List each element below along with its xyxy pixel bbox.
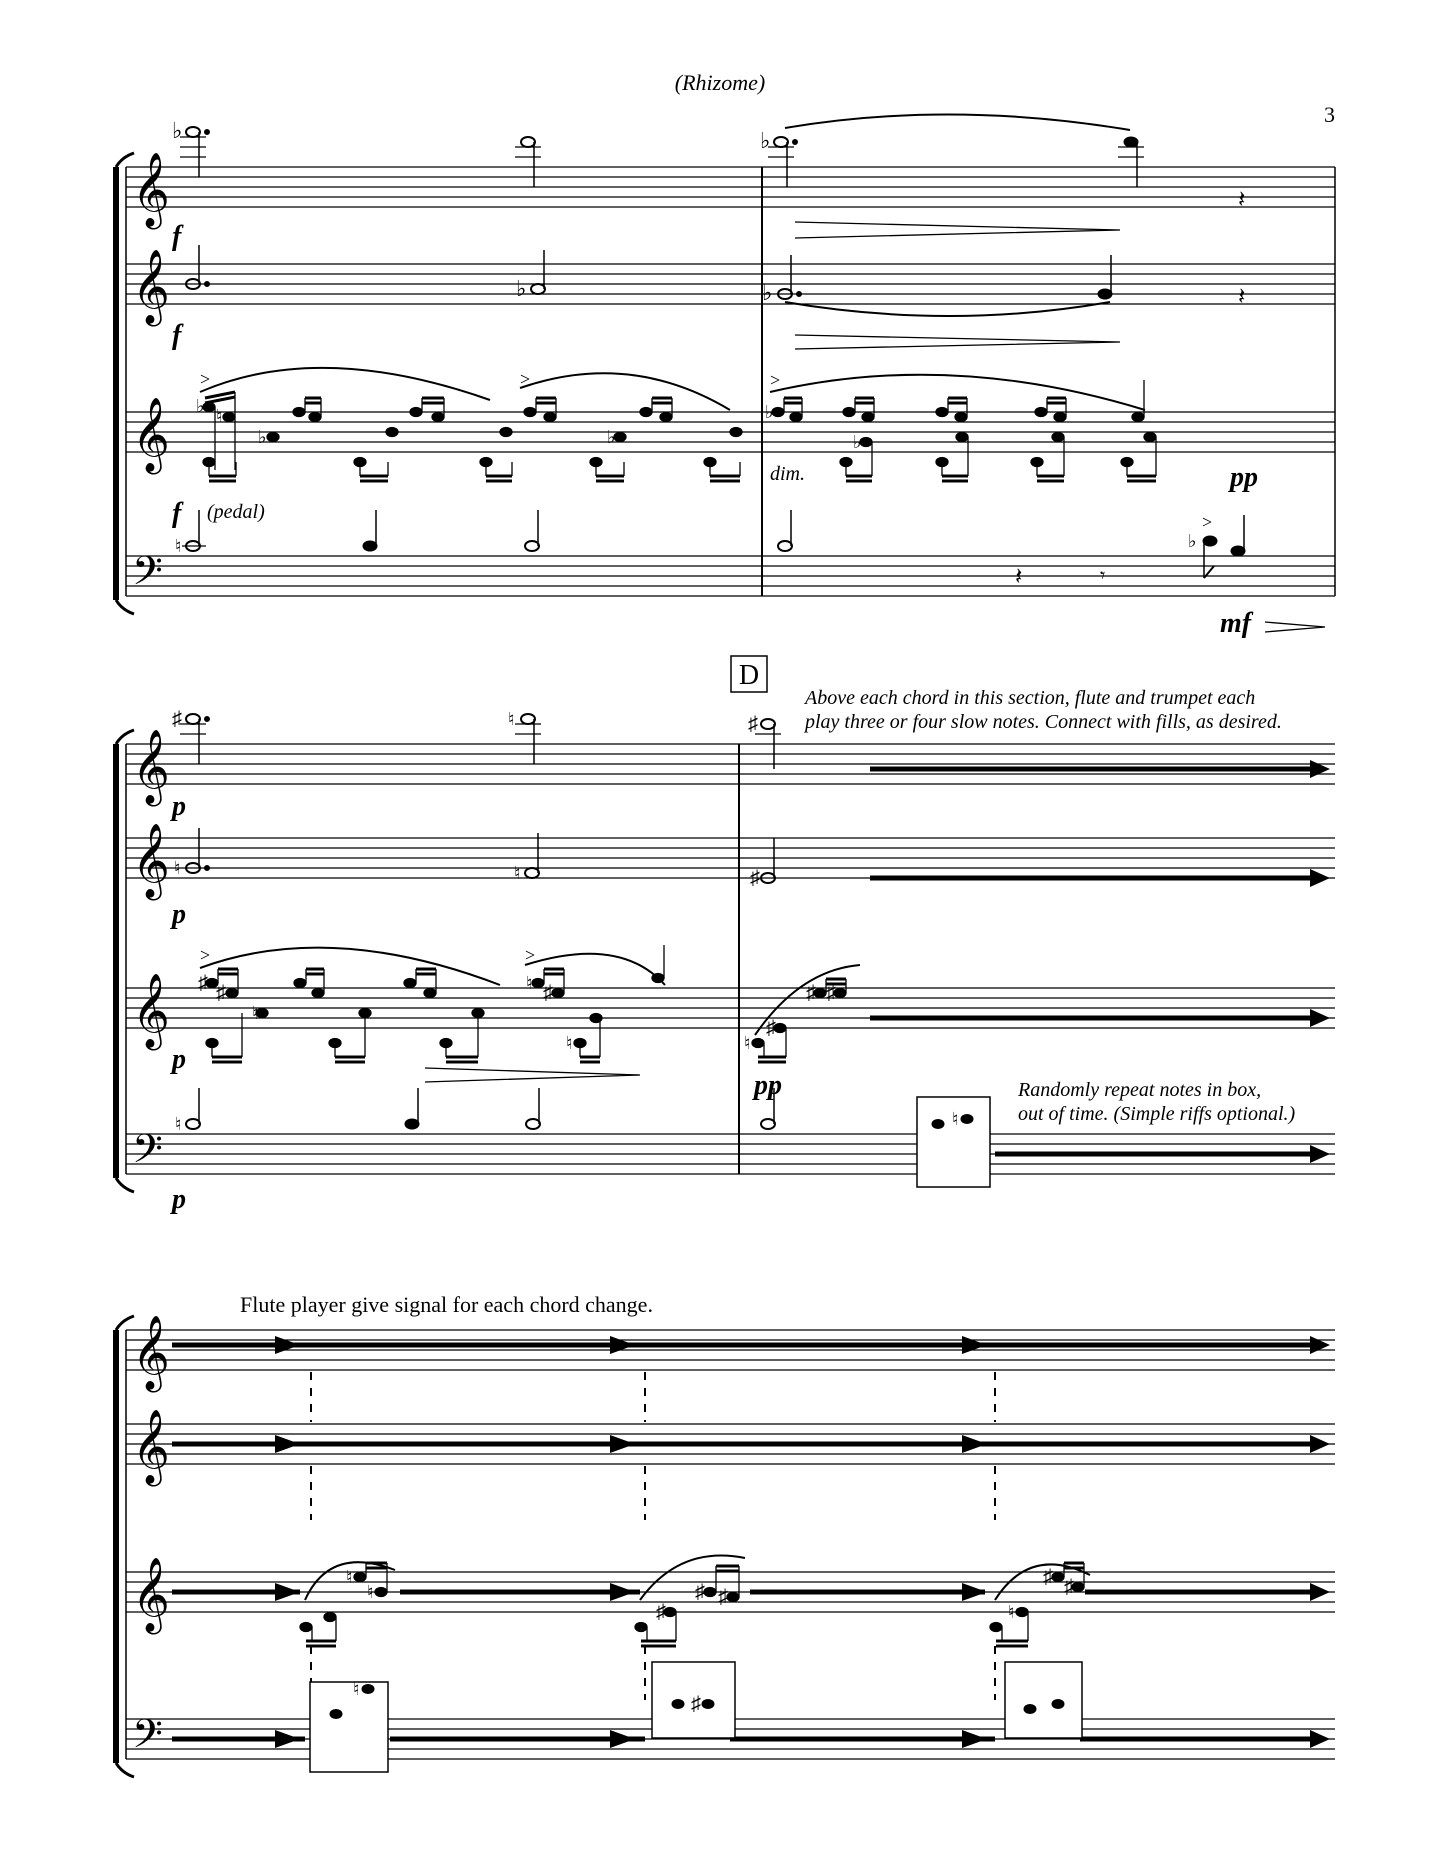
svg-text:♭: ♭ xyxy=(765,402,774,422)
dynamic-piano-s2: p xyxy=(172,1044,186,1075)
svg-text:♭: ♭ xyxy=(172,118,183,143)
svg-text:♯: ♯ xyxy=(656,1601,666,1623)
svg-text:♯: ♯ xyxy=(718,1586,728,1608)
staff-flute xyxy=(126,744,1335,784)
system-1 xyxy=(116,153,1335,614)
svg-text:𝄞: 𝄞 xyxy=(132,154,170,225)
dim-marking: dim. xyxy=(770,463,805,485)
notes-bass-s1 xyxy=(175,510,1325,632)
svg-text:𝄽: 𝄽 xyxy=(1238,187,1246,213)
rehearsal-mark: D xyxy=(738,660,760,691)
svg-text:♯: ♯ xyxy=(750,867,760,889)
svg-text:♮: ♮ xyxy=(508,709,515,729)
svg-text:♯: ♯ xyxy=(826,982,836,1004)
svg-text:♮: ♮ xyxy=(175,536,182,556)
running-title: (Rhizome) xyxy=(674,70,766,95)
dynamic-bass-s1: mf xyxy=(1220,608,1252,639)
svg-text:♯: ♯ xyxy=(198,972,208,994)
bass-clef-icon xyxy=(132,1713,163,1766)
svg-text:𝄢: 𝄢 xyxy=(132,550,163,603)
treble-clef-icon xyxy=(132,399,170,475)
svg-text:♮: ♮ xyxy=(514,863,521,883)
svg-text:♯: ♯ xyxy=(543,982,553,1004)
svg-text:♮: ♮ xyxy=(367,1582,374,1602)
svg-text:>: > xyxy=(1202,512,1213,532)
svg-text:♯: ♯ xyxy=(691,1693,701,1715)
svg-text:𝄞: 𝄞 xyxy=(132,1559,170,1630)
svg-text:♮: ♮ xyxy=(174,858,181,878)
svg-text:>: > xyxy=(200,369,211,389)
svg-text:𝄽: 𝄽 xyxy=(1015,564,1023,590)
notes-piano-s3 xyxy=(300,1556,1090,1646)
instruction-repeat-box-2: out of time. (Simple riffs optional.) xyxy=(1018,1103,1296,1125)
svg-text:𝄞: 𝄞 xyxy=(132,1317,170,1388)
dynamic-flute-s1: f xyxy=(172,221,182,252)
notes-piano-s1 xyxy=(196,368,1156,481)
treble-clef-icon xyxy=(132,825,170,901)
notes-bass-s3 xyxy=(310,1662,1082,1772)
dynamic-trumpet-s2: p xyxy=(172,899,186,930)
svg-text:𝄢: 𝄢 xyxy=(132,1128,163,1181)
svg-text:♯: ♯ xyxy=(748,713,758,735)
dynamic-bass-s2: p xyxy=(172,1184,186,1215)
svg-text:𝄢: 𝄢 xyxy=(132,1713,163,1766)
svg-text:𝄽: 𝄽 xyxy=(1238,284,1246,310)
staff-flute xyxy=(126,1330,1335,1370)
svg-text:♭: ♭ xyxy=(1188,531,1197,551)
page-number: 3 xyxy=(1324,102,1335,127)
instruction-repeat-box-1: Randomly repeat notes in box, xyxy=(1018,1079,1262,1101)
svg-text:♯: ♯ xyxy=(806,982,816,1004)
pedal-marking: (pedal) xyxy=(207,501,265,523)
svg-text:♯: ♯ xyxy=(766,1017,776,1039)
instruction-above-chords-1: Above each chord in this section, flute and trumpet each xyxy=(805,687,1256,709)
svg-text:♮: ♮ xyxy=(566,1033,573,1053)
svg-text:𝄾: 𝄾 xyxy=(1100,565,1106,587)
svg-text:♭: ♭ xyxy=(853,432,862,452)
svg-text:♯: ♯ xyxy=(695,1581,705,1603)
svg-text:♮: ♮ xyxy=(346,1567,353,1587)
repeat-box xyxy=(1005,1662,1082,1738)
repeat-box xyxy=(310,1682,388,1772)
svg-text:♭: ♭ xyxy=(760,128,771,153)
svg-text:♮: ♮ xyxy=(526,973,533,993)
bass-clef-icon xyxy=(132,1128,163,1181)
svg-text:♭: ♭ xyxy=(258,427,267,447)
svg-text:𝄞: 𝄞 xyxy=(132,975,170,1046)
treble-clef-icon xyxy=(132,154,170,230)
instruction-signal: Flute player give signal for each chord change. xyxy=(240,1292,653,1317)
svg-text:♮: ♮ xyxy=(252,1003,259,1023)
svg-text:>: > xyxy=(200,945,211,965)
svg-text:♭: ♭ xyxy=(196,396,205,416)
svg-text:♮: ♮ xyxy=(216,406,223,426)
dynamic-piano-end-s1: pp xyxy=(1230,462,1258,493)
svg-text:>: > xyxy=(770,370,781,390)
svg-text:♮: ♮ xyxy=(175,1114,182,1134)
svg-text:♯: ♯ xyxy=(1043,1566,1053,1588)
svg-text:♯: ♯ xyxy=(172,708,182,730)
staff-flute xyxy=(126,167,1335,207)
staff-trumpet xyxy=(126,838,1335,878)
staff-piano xyxy=(126,988,1335,1028)
svg-text:𝄞: 𝄞 xyxy=(132,399,170,470)
svg-text:♮: ♮ xyxy=(353,1679,360,1699)
dynamic-piano-end-s2: pp xyxy=(754,1070,782,1101)
bass-clef-icon xyxy=(132,550,163,603)
svg-text:𝄞: 𝄞 xyxy=(132,825,170,896)
treble-clef-icon xyxy=(132,251,170,327)
svg-text:>: > xyxy=(520,369,531,389)
svg-text:♮: ♮ xyxy=(952,1109,959,1129)
instruction-above-chords-2: play three or four slow notes. Connect with fills, as desired. xyxy=(805,711,1282,733)
staff-bass xyxy=(126,556,1335,596)
treble-clef-icon xyxy=(132,731,170,807)
svg-text:♭: ♭ xyxy=(516,276,527,301)
treble-clef-icon xyxy=(132,1317,170,1393)
treble-clef-icon xyxy=(132,1559,170,1635)
staff-trumpet xyxy=(126,264,1335,304)
chord-change-signal-lines xyxy=(311,1372,995,1700)
dynamic-trumpet-s1: f xyxy=(172,320,182,351)
notes-piano-s2 xyxy=(198,945,1330,1082)
notes-flute-s1 xyxy=(172,114,1245,238)
svg-text:♯: ♯ xyxy=(216,982,226,1004)
svg-text:♯: ♯ xyxy=(1064,1576,1074,1598)
svg-text:𝄞: 𝄞 xyxy=(132,731,170,802)
treble-clef-icon xyxy=(132,1411,170,1487)
treble-clef-icon xyxy=(132,975,170,1051)
svg-text:♮: ♮ xyxy=(1008,1602,1015,1622)
svg-text:𝄞: 𝄞 xyxy=(132,1411,170,1482)
svg-text:♮: ♮ xyxy=(744,1033,751,1053)
svg-text:𝄞: 𝄞 xyxy=(132,251,170,322)
svg-text:♭: ♭ xyxy=(607,427,616,447)
svg-text:♭: ♭ xyxy=(762,280,773,305)
notes-trumpet-s1 xyxy=(186,245,1245,349)
dynamic-piano-s1: f xyxy=(172,498,182,529)
svg-text:>: > xyxy=(525,945,536,965)
dynamic-flute-s2: p xyxy=(172,791,186,822)
